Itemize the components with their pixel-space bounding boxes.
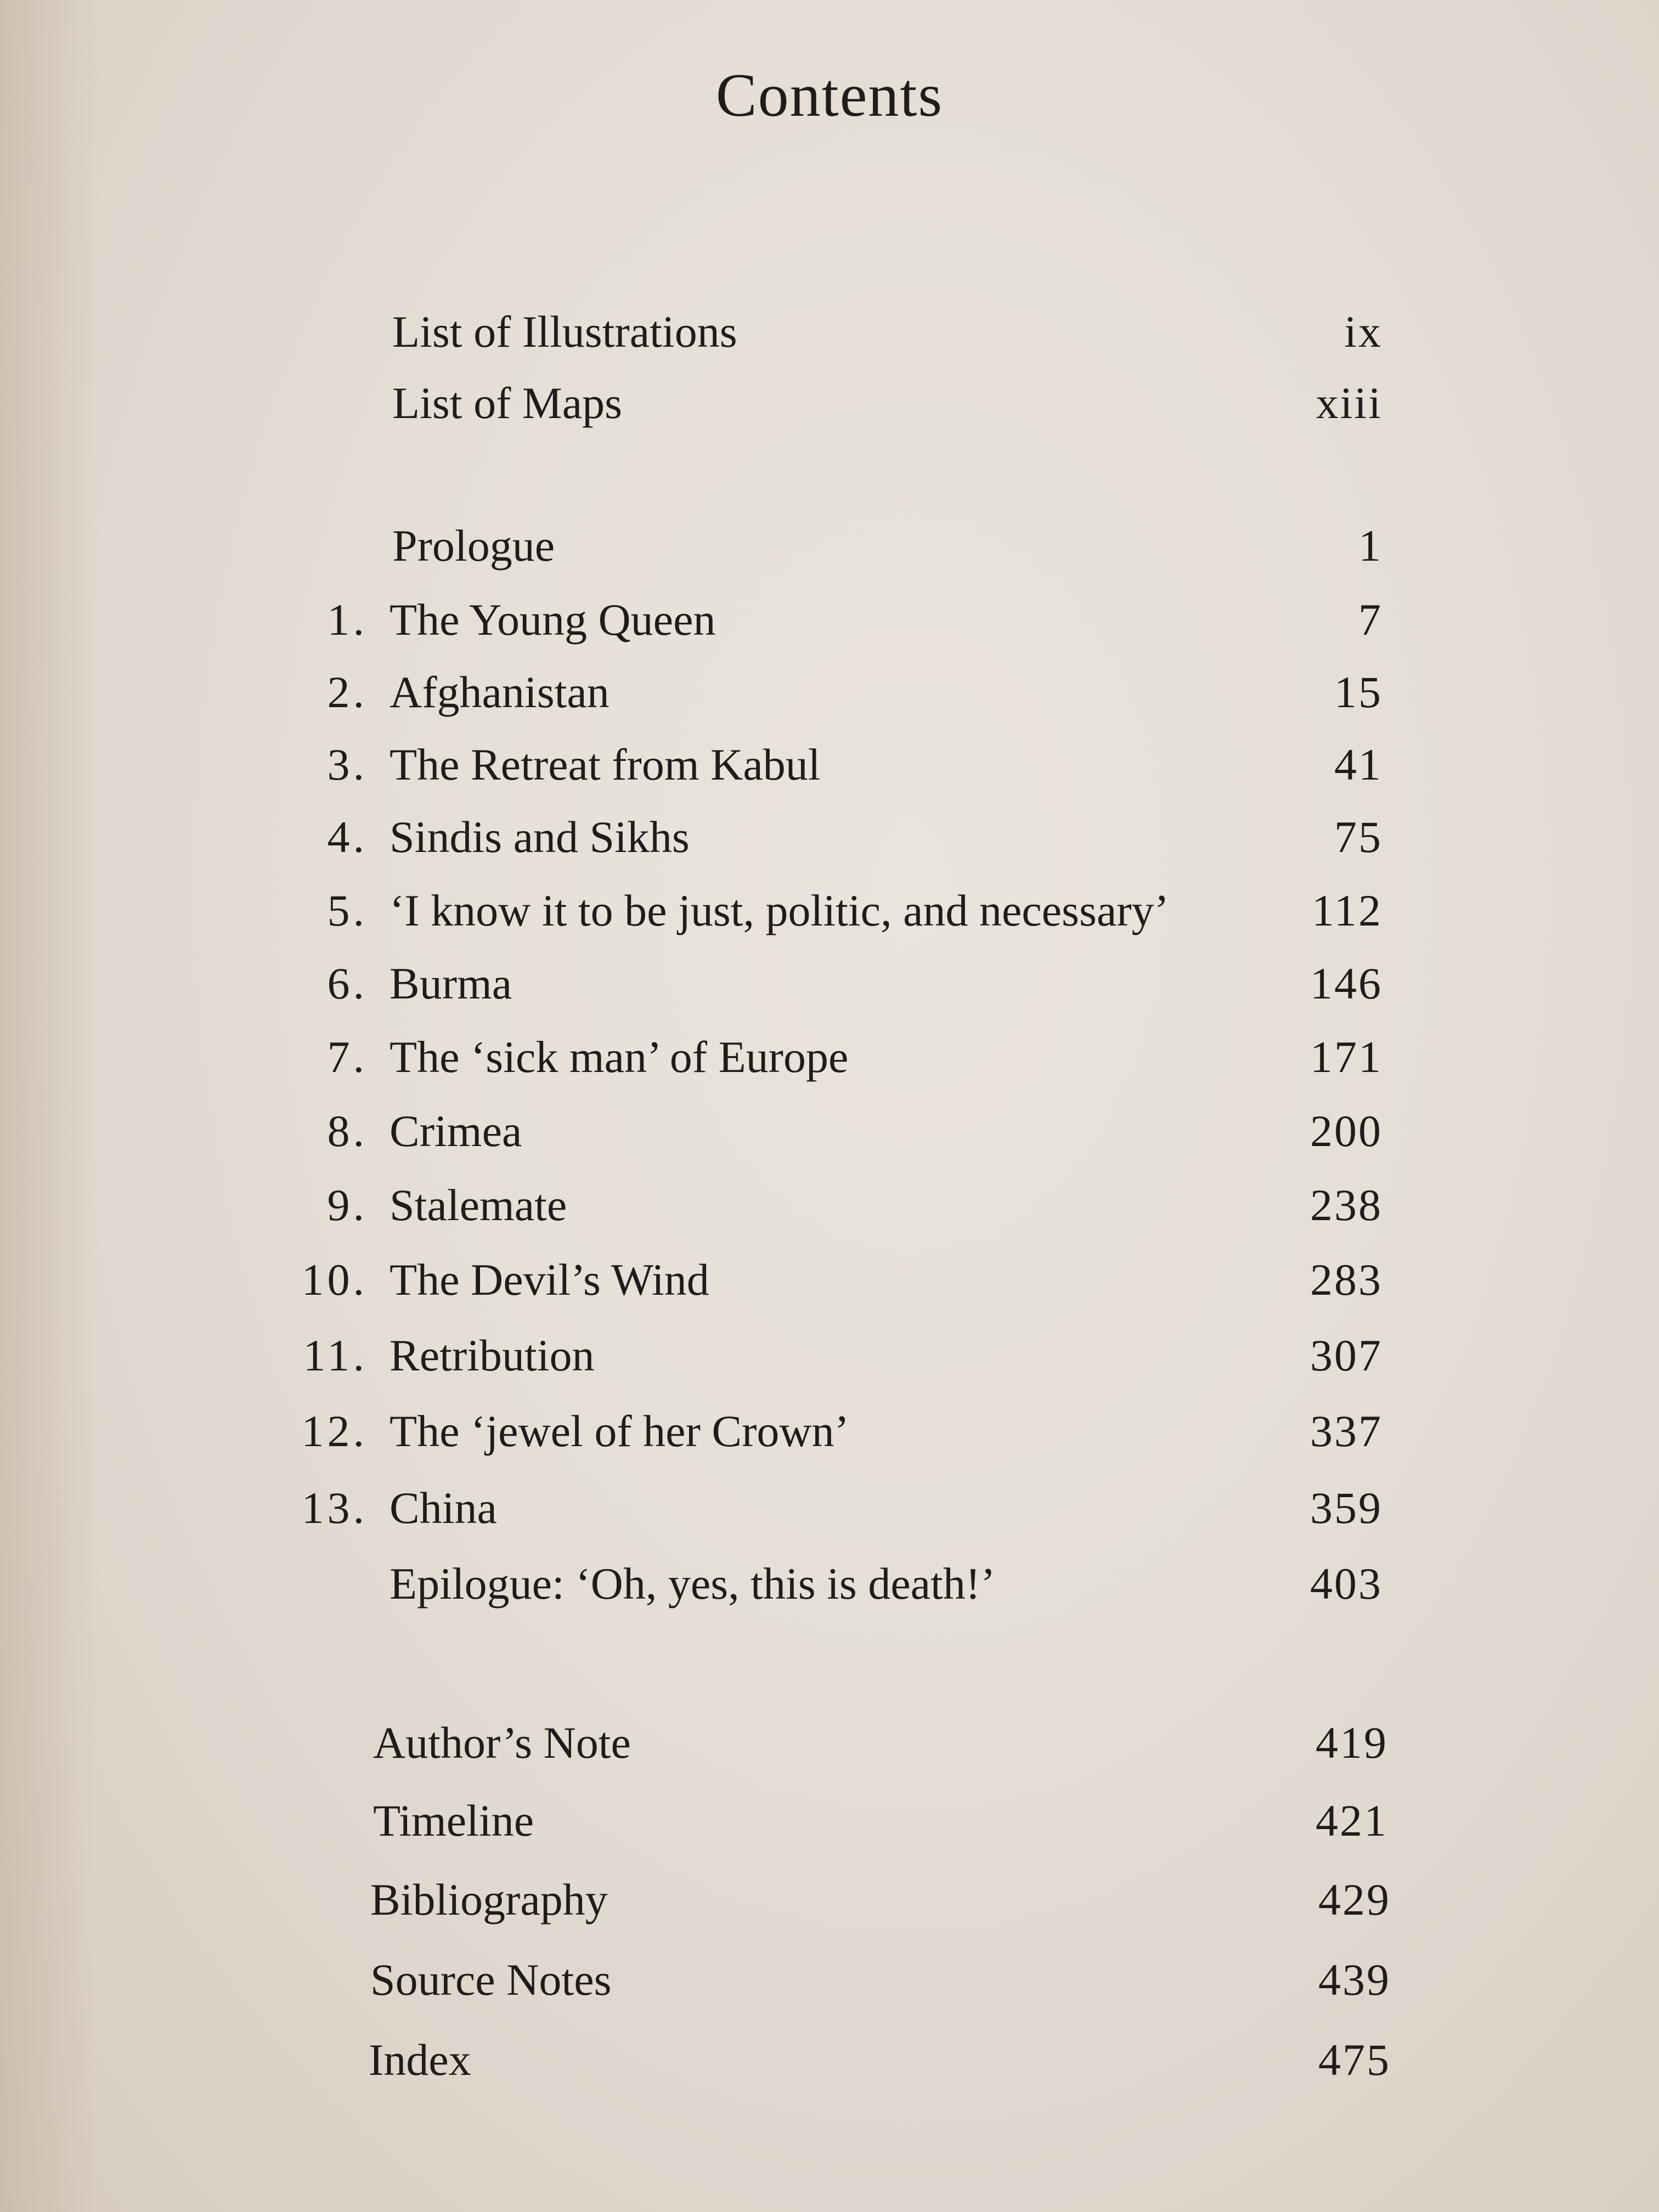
toc-entry-page: 7 <box>1358 595 1383 645</box>
chapter-number: 9. <box>327 1180 368 1230</box>
toc-entry-title: List of Illustrations <box>392 307 737 357</box>
toc-entry-page: 337 <box>1310 1406 1383 1456</box>
toc-entry-chapter-6 <box>285 953 1383 1014</box>
chapter-number: 7. <box>327 1032 368 1082</box>
toc-entry-title: Burma <box>390 958 512 1008</box>
toc-entry-title: Afghanistan <box>390 667 610 717</box>
toc-entry-page: 1 <box>1358 521 1383 571</box>
toc-entry-page: 112 <box>1312 885 1383 935</box>
toc-entry-page: 238 <box>1310 1180 1383 1230</box>
toc-entry-title: Timeline <box>373 1796 534 1846</box>
toc-entry-epilogue <box>285 1554 1383 1614</box>
toc-entry-title: Prologue <box>392 521 555 571</box>
toc-entry-title: The Young Queen <box>390 595 716 645</box>
toc-entry-authors-note <box>285 1713 1388 1773</box>
toc-entry-timeline <box>285 1791 1388 1851</box>
toc-entry-page: 15 <box>1334 667 1383 717</box>
toc-entry-page: 475 <box>1318 2035 1391 2085</box>
chapter-number: 5. <box>327 885 368 935</box>
chapter-number: 12. <box>301 1406 368 1456</box>
toc-entry-page: 200 <box>1310 1106 1383 1156</box>
toc-entry-chapter-10 <box>285 1250 1383 1310</box>
toc-entry-chapter-2 <box>285 662 1383 723</box>
toc-entry-list-of-illustrations <box>285 302 1383 362</box>
toc-entry-chapter-13 <box>285 1478 1383 1538</box>
chapter-number: 11. <box>303 1330 368 1380</box>
toc-entry-chapter-3 <box>285 735 1383 795</box>
page-title: Contents <box>715 61 944 129</box>
toc-entry-title: ‘I know it to be just, politic, and necessary’ <box>390 885 1169 935</box>
toc-entry-title: Index <box>369 2035 471 2085</box>
toc-entry-title: Author’s Note <box>373 1718 631 1768</box>
chapter-number: 1. <box>327 595 368 645</box>
toc-entry-title: Bibliography <box>370 1875 608 1925</box>
toc-entry-title: China <box>390 1483 497 1533</box>
toc-entry-page: 283 <box>1310 1255 1383 1305</box>
chapter-number: 10. <box>301 1255 368 1305</box>
chapter-number: 2. <box>327 667 368 717</box>
toc-entry-title: Retribution <box>390 1330 595 1380</box>
toc-entry-page: xiii <box>1316 378 1383 428</box>
chapter-number: 6. <box>327 958 368 1008</box>
toc-entry-title: List of Maps <box>392 378 623 428</box>
toc-entry-title: Crimea <box>390 1106 522 1156</box>
toc-entry-page: ix <box>1344 307 1383 357</box>
toc-entry-title: Sindis and Sikhs <box>390 812 690 862</box>
toc-entry-chapter-7 <box>285 1027 1383 1087</box>
toc-entry-prologue <box>285 516 1383 576</box>
toc-entry-chapter-5 <box>285 881 1383 941</box>
toc-entry-title: The Retreat from Kabul <box>390 740 821 789</box>
toc-entry-page: 421 <box>1316 1796 1388 1846</box>
toc-entry-chapter-12 <box>285 1401 1383 1462</box>
toc-entry-page: 307 <box>1310 1330 1383 1380</box>
toc-entry-title: The Devil’s Wind <box>390 1255 709 1305</box>
toc-entry-page: 403 <box>1310 1559 1383 1609</box>
toc-entry-index <box>285 2030 1391 2090</box>
toc-entry-page: 75 <box>1334 812 1383 862</box>
chapter-number: 8. <box>327 1106 368 1156</box>
chapter-number: 13. <box>301 1483 368 1533</box>
toc-entry-page: 146 <box>1310 958 1383 1008</box>
toc-entry-title: Stalemate <box>390 1180 567 1230</box>
toc-entry-page: 419 <box>1316 1718 1388 1768</box>
toc-entry-chapter-11 <box>285 1325 1383 1386</box>
toc-entry-title: Epilogue: ‘Oh, yes, this is death!’ <box>390 1559 996 1609</box>
toc-entry-chapter-9 <box>285 1175 1383 1235</box>
toc-entry-source-notes <box>285 1950 1391 2010</box>
toc-entry-page: 41 <box>1334 740 1383 789</box>
toc-entry-title: The ‘sick man’ of Europe <box>390 1032 849 1082</box>
toc-entry-page: 429 <box>1318 1875 1391 1925</box>
toc-entry-chapter-1 <box>285 590 1383 650</box>
chapter-number: 3. <box>327 740 368 789</box>
toc-entry-page: 359 <box>1310 1483 1383 1533</box>
chapter-number: 4. <box>327 812 368 862</box>
toc-entry-title: Source Notes <box>370 1955 612 2005</box>
toc-entry-title: The ‘jewel of her Crown’ <box>390 1406 849 1456</box>
toc-entry-list-of-maps <box>285 373 1383 433</box>
toc-entry-chapter-8 <box>285 1101 1383 1161</box>
toc-entry-chapter-4 <box>285 807 1383 867</box>
toc-entry-bibliography <box>285 1870 1391 1930</box>
toc-entry-page: 171 <box>1310 1032 1383 1082</box>
toc-entry-page: 439 <box>1318 1955 1391 2005</box>
